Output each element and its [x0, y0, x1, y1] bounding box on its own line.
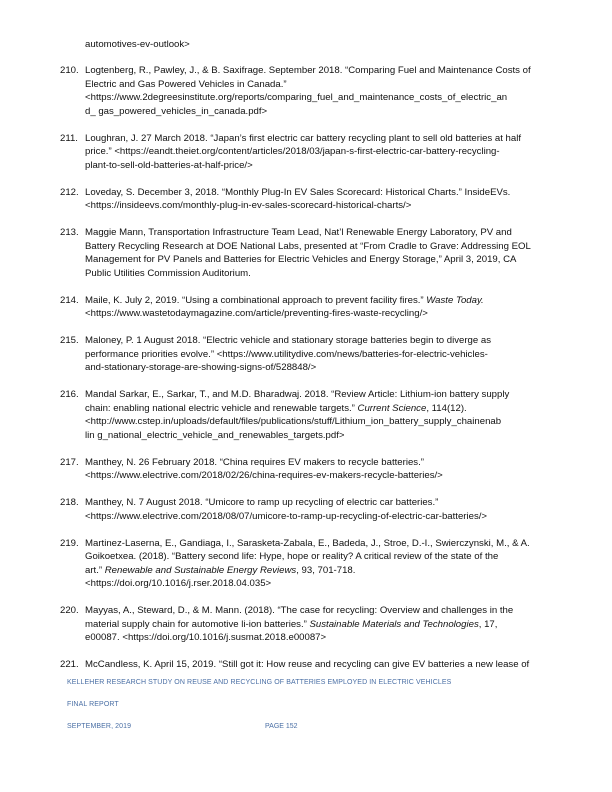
reference-number: 219.	[60, 537, 79, 549]
reference-number: 220.	[60, 605, 79, 616]
reference-text: <https://doi.org/10.1016/j.rser.2018.04.035>	[85, 578, 272, 589]
reference-item	[60, 658, 555, 672]
reference-line	[85, 307, 555, 321]
reference-line	[85, 186, 555, 200]
reference-number: 214.	[60, 294, 79, 306]
reference-line	[85, 550, 555, 564]
reference-source-title: Current Science	[357, 402, 427, 414]
reference-item	[60, 388, 555, 442]
reference-text: McCandless, K. April 15, 2019. “Still got it: How reuse and recycling can give EV batteries a new lease of	[85, 659, 530, 670]
reference-line	[85, 577, 555, 591]
reference-line	[85, 496, 555, 510]
reference-number: 212.	[60, 186, 79, 198]
reference-line	[85, 226, 555, 240]
reference-number: 221.	[60, 659, 79, 670]
reference-number: 218.	[60, 497, 79, 508]
reference-number: 213.	[60, 227, 79, 238]
reference-text: , 17,	[478, 618, 498, 630]
reference-line	[85, 402, 555, 416]
footer-title: KELLEHER RESEARCH STUDY ON REUSE AND RECYCLING OF BATTERIES EMPLOYED IN ELECTRIC VEHICLES	[67, 679, 452, 686]
reference-line	[85, 618, 555, 632]
reference-number: 210.	[60, 65, 79, 76]
reference-text: Electric and Gas Powered Vehicles in Canada.”	[85, 78, 287, 90]
reference-line	[85, 415, 555, 429]
reference-line	[85, 145, 555, 159]
reference-source-title: Waste Today.	[426, 294, 484, 306]
reference-text: Manthey, N. 7 August 2018. “Umicore to ramp up recycling of electric car batteries.”	[85, 497, 439, 508]
reference-source-title: Sustainable Materials and Technologies	[309, 618, 479, 630]
reference-line	[85, 267, 555, 281]
reference-text: Loughran, J. 27 March 2018. “Japan’s first electric car battery recycling plant to sell old batteries at half	[85, 132, 522, 144]
reference-line	[85, 604, 555, 618]
reference-item	[60, 496, 555, 523]
reference-line	[85, 240, 555, 254]
reference-item	[60, 334, 555, 375]
reference-line	[85, 91, 555, 105]
reference-text: Maloney, P. 1 August 2018. “Electric vehicle and stationary storage batteries begin to diverge as	[85, 335, 492, 346]
reference-text: d_ gas_powered_vehicles_in_canada.pdf>	[85, 105, 268, 117]
reference-text: Loveday, S. December 3, 2018. “Monthly Plug-In EV Sales Scorecard: Historical Charts.” InsideEVs.	[85, 186, 511, 198]
reference-line	[85, 469, 555, 483]
reference-text: Logtenberg, R., Pawley, J., & B. Saxifrage. September 2018. “Comparing Fuel and Maintenance Costs of	[85, 65, 531, 76]
reference-text: plant-to-sell-old-batteries-at-half-price/>	[85, 159, 253, 171]
reference-item	[60, 132, 555, 173]
reference-line	[85, 456, 555, 470]
reference-text: , 114(12).	[426, 402, 467, 414]
reference-item	[60, 226, 555, 280]
footer-report: FINAL REPORT	[67, 701, 119, 708]
reference-line	[85, 361, 555, 375]
reference-text: Martinez-Laserna, E., Gandiaga, I., Sarasketa-Zabala, E., Badeda, J., Stroe, D.-I., Swierczynski, M., & A.	[85, 537, 530, 549]
reference-number: 215.	[60, 335, 79, 346]
reference-line	[85, 388, 555, 402]
reference-text: Maile, K. July 2, 2019. “Using a combinational approach to prevent facility fires.”	[85, 294, 427, 306]
reference-item	[60, 456, 555, 483]
reference-text: <https://www.2degreesinstitute.org/reports/comparing_fuel_and_maintenance_costs_of_electric_an	[85, 92, 508, 103]
reference-text: Manthey, N. 26 February 2018. “China requires EV makers to recycle batteries.”	[85, 456, 424, 468]
reference-number: 217.	[60, 456, 79, 468]
reference-number: 216.	[60, 389, 79, 400]
reference-list	[60, 64, 555, 685]
reference-text: <https://insideevs.com/monthly-plug-in-ev-sales-scorecard-historical-charts/>	[85, 200, 412, 211]
reference-source-title: Renewable and Sustainable Energy Reviews	[104, 564, 297, 576]
reference-line	[85, 429, 555, 443]
reference-text: lin g_national_electric_vehicle_and_renewables_targets.pdf>	[85, 429, 345, 441]
reference-text: price.” <https://eandt.theiet.org/content/articles/2018/03/japan-s-first-electric-car-battery-recycling-	[85, 146, 500, 157]
reference-text: <https://www.electrive.com/2018/02/26/china-requires-ev-makers-recycle-batteries/>	[85, 470, 443, 481]
reference-text: performance priorities evolve.” <https://www.utilitydive.com/news/batteries-for-electric-vehicles-	[85, 348, 488, 360]
reference-line	[85, 199, 555, 213]
reference-item	[60, 186, 555, 213]
reference-text: e00087. <https://doi.org/10.1016/j.susmat.2018.e00087>	[85, 632, 327, 643]
reference-text: Goikoetxea. (2018). “Battery second life: Hype, hope or reality? A critical review of the state of the	[85, 551, 499, 562]
reference-line	[85, 631, 555, 645]
reference-line	[85, 105, 555, 119]
reference-text: chain: enabling national electric vehicle and renewable targets.”	[85, 402, 358, 414]
reference-text: and-stationary-storage-are-showing-signs-of/528848/>	[85, 362, 317, 373]
reference-text: art.”	[85, 564, 105, 576]
reference-text: <https://www.electrive.com/2018/08/07/umicore-to-ramp-up-recycling-of-electric-car-batteries/>	[85, 510, 488, 522]
reference-line	[85, 78, 555, 92]
reference-line	[85, 348, 555, 362]
reference-continuation: automotives-ev-outlook>	[85, 39, 190, 50]
reference-line	[85, 294, 555, 308]
reference-line	[85, 132, 555, 146]
reference-text: Mandal Sarkar, E., Sarkar, T., and M.D. Bharadwaj. 2018. “Review Article: Lithium-ion battery supply	[85, 389, 510, 400]
reference-text: material supply chain for automotive li-ion batteries.”	[85, 618, 310, 630]
reference-item	[60, 294, 555, 321]
reference-text: Public Utilities Commission Auditorium.	[85, 267, 251, 279]
reference-line	[85, 253, 555, 267]
reference-item	[60, 64, 555, 118]
reference-text: Battery Recycling Research at DOE National Labs, presented at “From Cradle to Grave: Addressing EOL	[85, 240, 531, 252]
reference-text: , 93, 701-718.	[296, 564, 356, 576]
reference-item	[60, 604, 555, 645]
reference-text: Management for PV Panels and Batteries for Electric Vehicles and Energy Storage,” April 3, 2019, CA	[85, 254, 517, 265]
reference-text: <http://www.cstep.in/uploads/default/files/publications/stuff/Lithium_ion_battery_supply_chainenab	[85, 416, 502, 427]
footer-date: SEPTEMBER, 2019	[67, 723, 132, 730]
reference-line	[85, 564, 555, 578]
reference-line	[85, 510, 555, 524]
reference-text: <https://www.wastetodaymagazine.com/article/preventing-fires-waste-recycling/>	[85, 308, 428, 319]
reference-line	[85, 658, 555, 672]
reference-text: Maggie Mann, Transportation Infrastructure Team Lead, Nat’l Renewable Energy Laboratory, PV and	[85, 227, 512, 238]
reference-line	[85, 159, 555, 173]
reference-line	[85, 537, 555, 551]
reference-number: 211.	[60, 132, 78, 144]
reference-text: Mayyas, A., Steward, D., & M. Mann. (2018). “The case for recycling: Overview and challenges in the	[85, 605, 514, 616]
footer-page-number: PAGE 152	[265, 723, 298, 730]
reference-item	[60, 537, 555, 591]
reference-line	[85, 64, 555, 78]
reference-line	[85, 334, 555, 348]
